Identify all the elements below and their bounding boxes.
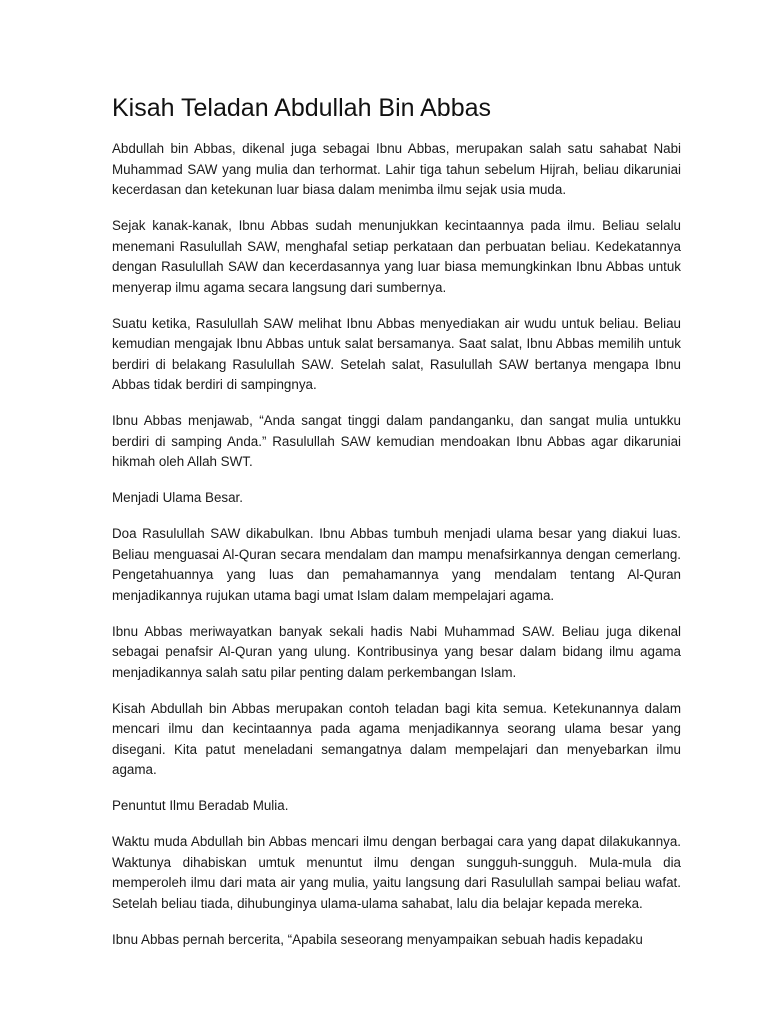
paragraph-childhood: Sejak kanak-kanak, Ibnu Abbas sudah menunjukkan kecintaannya pada ilmu. Beliau selalu menemani Rasulullah SAW, menghafal setiap perkataan dan perbuatan beliau. Kedekatannya dengan Rasulullah SAW dan kecerdasannya yang luar biasa memungkinkan Ibnu Abbas untuk menyerap ilmu agama secara langsung dari sumbernya. xyxy=(112,218,681,295)
paragraph-doa-granted: Doa Rasulullah SAW dikabulkan. Ibnu Abbas tumbuh menjadi ulama besar yang diakui luas. Beliau menguasai Al-Quran secara mendalam dan mampu menafsirkannya dengan cemerlang. Pengetahuannya yang luas dan pemahamannya yang mendalam tentang Al-Quran menjadikannya rujukan utama bagi umat Islam dalam mempelajari agama. xyxy=(112,526,681,603)
paragraph-lesson: Kisah Abdullah bin Abbas merupakan contoh teladan bagi kita semua. Ketekunannya dalam mencari ilmu dan kecintaannya pada agama menjadikannya seorang ulama besar yang disegani. Kita patut meneladani semangatnya dalam mempelajari dan menyebarkan ilmu agama. xyxy=(112,700,681,777)
document-title: Kisah Teladan Abdullah Bin Abbas xyxy=(112,94,492,122)
section-heading-ulama: Menjadi Ulama Besar. xyxy=(112,490,243,505)
paragraph-wudu-story: Suatu ketika, Rasulullah SAW melihat Ibnu Abbas menyediakan air wudu untuk beliau. Beliau kemudian mengajak Ibnu Abbas untuk salat bersamanya. Saat salat, Ibnu Abbas memilih untuk berdiri di belakang Rasulullah SAW. Setelah salat, Rasulullah SAW bertanya mengapa Ibnu Abbas tidak berdiri di sampingnya. xyxy=(112,315,681,392)
paragraph-hadith: Ibnu Abbas meriwayatkan banyak sekali hadis Nabi Muhammad SAW. Beliau juga dikenal sebagai penafsir Al-Quran yang ulung. Kontribusinya yang besar dalam bidang ilmu agama menjadikannya salah satu pilar penting dalam perkembangan Islam. xyxy=(112,623,681,680)
paragraph-answer: Ibnu Abbas menjawab, “Anda sangat tinggi dalam pandanganku, dan sangat mulia untukku berdiri di samping Anda.” Rasulullah SAW kemudian mendoakan Ibnu Abbas agar dikaruniai hikmah oleh Allah SWT. xyxy=(112,413,681,469)
paragraph-intro: Abdullah bin Abbas, dikenal juga sebagai Ibnu Abbas, merupakan salah satu sahabat Nabi Muhammad SAW yang mulia dan terhormat. Lahir tiga tahun sebelum Hijrah, beliau dikaruniai kecerdasan dan ketekunan luar biasa dalam menimba ilmu sejak usia muda. xyxy=(112,141,681,197)
paragraph-youth-study: Waktu muda Abdullah bin Abbas mencari ilmu dengan berbagai cara yang dapat dilakukannya. Waktunya dihabiskan umtuk menuntut ilmu dengan sungguh-sungguh. Mula-mula dia memperoleh ilmu dari mata air yang mulia, yaitu langsung dari Rasulullah sampai beliau wafat. Setelah beliau tiada, dihubunginya ulama-ulama sahabat, lalu dia belajar kepada mereka. xyxy=(112,834,681,911)
paragraph-story-start: Ibnu Abbas pernah bercerita, “Apabila seseorang menyampaikan sebuah hadis kepadaku xyxy=(112,931,643,947)
section-heading-penuntut-ilmu: Penuntut Ilmu Beradab Mulia. xyxy=(112,798,289,813)
